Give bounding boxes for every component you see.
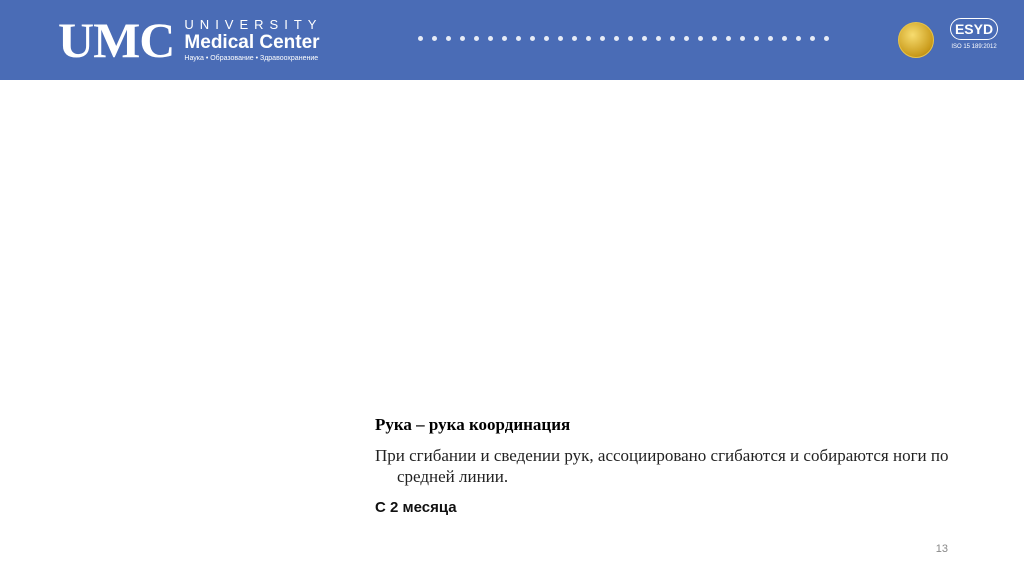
dot [502, 36, 507, 41]
logo-text [184, 18, 322, 63]
decorative-dots [418, 36, 829, 41]
dot [586, 36, 591, 41]
slide-paragraph: При сгибании и сведении рук, ассоциировано сгибаются и собираются ноги по средней линии. [375, 446, 949, 486]
logo-university: UNIVERSITY [184, 16, 323, 32]
dot [782, 36, 787, 41]
dot [712, 36, 717, 41]
iso-certification-badge [944, 18, 1004, 60]
dot [558, 36, 563, 41]
dot [488, 36, 493, 41]
accreditation-seal-icon [898, 22, 934, 58]
dot [474, 36, 479, 41]
dot [642, 36, 647, 41]
logo-mark: UMC [58, 12, 175, 68]
slide-content [375, 415, 975, 516]
dot [754, 36, 759, 41]
dot [698, 36, 703, 41]
slide-subtitle: С 2 месяца [375, 499, 457, 516]
dot [516, 36, 521, 41]
iso-text: ISO 15 189:2012 [951, 44, 997, 50]
dot [726, 36, 731, 41]
dot [740, 36, 745, 41]
slide-header [0, 0, 1024, 80]
dot [796, 36, 801, 41]
dot [418, 36, 423, 41]
dot [656, 36, 661, 41]
dot [824, 36, 829, 41]
dot [684, 36, 689, 41]
dot [810, 36, 815, 41]
dot [628, 36, 633, 41]
iso-logo: ESYD [950, 18, 998, 40]
dot [530, 36, 535, 41]
dot [572, 36, 577, 41]
dot [432, 36, 437, 41]
dot [768, 36, 773, 41]
dot [600, 36, 605, 41]
logo-medical-center: Medical Center [184, 31, 320, 53]
dot [544, 36, 549, 41]
slide-heading: Рука – рука координация [375, 415, 571, 434]
dot [460, 36, 465, 41]
dot [446, 36, 451, 41]
page-number: 13 [935, 543, 948, 555]
dot [614, 36, 619, 41]
dot [670, 36, 675, 41]
logo-tagline: Наука • Образование • Здравоохранение [184, 54, 319, 62]
umc-logo [58, 14, 322, 66]
